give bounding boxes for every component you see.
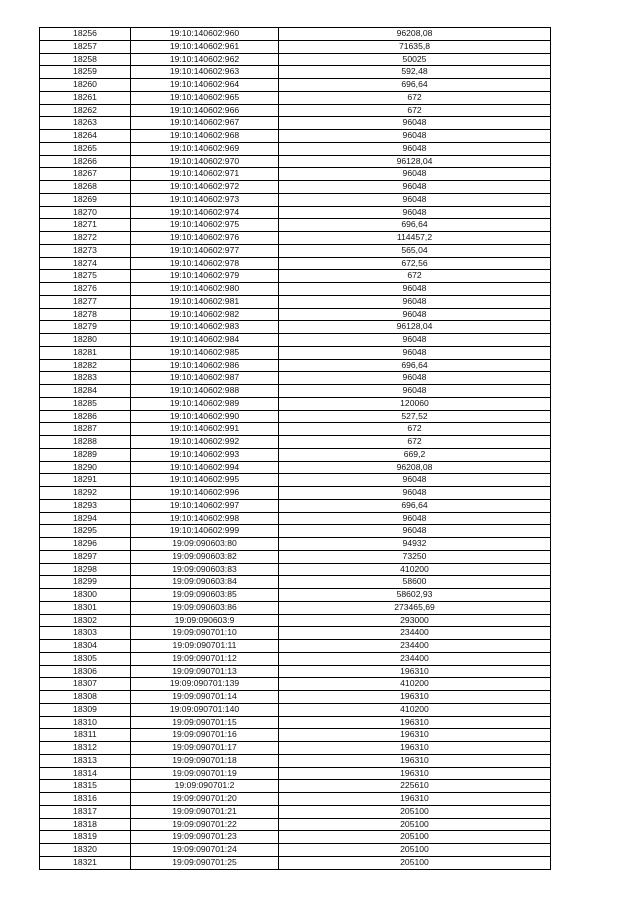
value-cell: 234400 (279, 640, 551, 653)
table-row (40, 53, 551, 66)
cadastral-number-cell: 19:10:140602:985 (131, 346, 279, 359)
table-body (40, 28, 551, 870)
row-number-cell: 18303 (40, 627, 131, 640)
row-number-cell: 18311 (40, 729, 131, 742)
table-row (40, 512, 551, 525)
row-number-cell: 18318 (40, 818, 131, 831)
value-cell: 196310 (279, 742, 551, 755)
value-cell: 58602,93 (279, 589, 551, 602)
cadastral-number-cell: 19:10:140602:970 (131, 155, 279, 168)
cadastral-number-cell: 19:10:140602:995 (131, 474, 279, 487)
table-row (40, 270, 551, 283)
row-number-cell: 18269 (40, 193, 131, 206)
row-number-cell: 18264 (40, 130, 131, 143)
value-cell: 96048 (279, 295, 551, 308)
value-cell: 96128,04 (279, 155, 551, 168)
table-row (40, 589, 551, 602)
table-row (40, 193, 551, 206)
row-number-cell: 18287 (40, 423, 131, 436)
cadastral-number-cell: 19:09:090701:11 (131, 640, 279, 653)
value-cell: 96048 (279, 372, 551, 385)
value-cell: 696,64 (279, 359, 551, 372)
value-cell: 96048 (279, 487, 551, 500)
value-cell: 71635,8 (279, 40, 551, 53)
value-cell: 205100 (279, 831, 551, 844)
cadastral-number-cell: 19:10:140602:975 (131, 219, 279, 232)
cadastral-number-cell: 19:10:140602:996 (131, 487, 279, 500)
value-cell: 672 (279, 91, 551, 104)
value-cell: 196310 (279, 767, 551, 780)
value-cell: 96128,04 (279, 321, 551, 334)
row-number-cell: 18308 (40, 691, 131, 704)
table-row (40, 767, 551, 780)
table-row (40, 665, 551, 678)
value-cell: 196310 (279, 754, 551, 767)
cadastral-number-cell: 19:10:140602:976 (131, 232, 279, 245)
row-number-cell: 18316 (40, 793, 131, 806)
cadastral-number-cell: 19:10:140602:960 (131, 28, 279, 41)
row-number-cell: 18312 (40, 742, 131, 755)
value-cell: 293000 (279, 614, 551, 627)
row-number-cell: 18284 (40, 385, 131, 398)
table-row (40, 410, 551, 423)
value-cell: 96048 (279, 142, 551, 155)
value-cell: 273465,69 (279, 601, 551, 614)
value-cell: 96048 (279, 474, 551, 487)
value-cell: 410200 (279, 678, 551, 691)
cadastral-number-cell: 19:10:140602:999 (131, 525, 279, 538)
value-cell: 696,64 (279, 219, 551, 232)
row-number-cell: 18258 (40, 53, 131, 66)
table-row (40, 805, 551, 818)
value-cell: 96048 (279, 206, 551, 219)
table-row (40, 716, 551, 729)
row-number-cell: 18270 (40, 206, 131, 219)
table-row (40, 818, 551, 831)
table-row (40, 640, 551, 653)
cadastral-number-cell: 19:10:140602:990 (131, 410, 279, 423)
value-cell: 96208,08 (279, 28, 551, 41)
value-cell: 96048 (279, 193, 551, 206)
row-number-cell: 18256 (40, 28, 131, 41)
value-cell: 196310 (279, 691, 551, 704)
cadastral-number-cell: 19:10:140602:998 (131, 512, 279, 525)
cadastral-number-cell: 19:10:140602:965 (131, 91, 279, 104)
table-row (40, 155, 551, 168)
value-cell: 120060 (279, 397, 551, 410)
cadastral-number-cell: 19:10:140602:973 (131, 193, 279, 206)
row-number-cell: 18262 (40, 104, 131, 117)
value-cell: 672,56 (279, 257, 551, 270)
row-number-cell: 18295 (40, 525, 131, 538)
cadastral-number-cell: 19:10:140602:992 (131, 436, 279, 449)
row-number-cell: 18297 (40, 550, 131, 563)
value-cell: 234400 (279, 652, 551, 665)
cadastral-number-cell: 19:09:090701:15 (131, 716, 279, 729)
table-row (40, 308, 551, 321)
row-number-cell: 18294 (40, 512, 131, 525)
row-number-cell: 18266 (40, 155, 131, 168)
row-number-cell: 18321 (40, 856, 131, 869)
table-row (40, 168, 551, 181)
row-number-cell: 18314 (40, 767, 131, 780)
row-number-cell: 18265 (40, 142, 131, 155)
row-number-cell: 18289 (40, 448, 131, 461)
cadastral-number-cell: 19:10:140602:962 (131, 53, 279, 66)
cadastral-number-cell: 19:10:140602:994 (131, 461, 279, 474)
table-row (40, 40, 551, 53)
table-row (40, 321, 551, 334)
cadastral-number-cell: 19:10:140602:989 (131, 397, 279, 410)
row-number-cell: 18300 (40, 589, 131, 602)
table-row (40, 91, 551, 104)
cadastral-number-cell: 19:09:090701:20 (131, 793, 279, 806)
table-row (40, 104, 551, 117)
table-row (40, 780, 551, 793)
row-number-cell: 18259 (40, 66, 131, 79)
cadastral-number-cell: 19:10:140602:971 (131, 168, 279, 181)
table-row (40, 793, 551, 806)
cadastral-number-cell: 19:09:090603:80 (131, 538, 279, 551)
cadastral-number-cell: 19:10:140602:966 (131, 104, 279, 117)
row-number-cell: 18293 (40, 499, 131, 512)
row-number-cell: 18304 (40, 640, 131, 653)
cadastral-number-cell: 19:10:140602:967 (131, 117, 279, 130)
row-number-cell: 18285 (40, 397, 131, 410)
cadastral-number-cell: 19:10:140602:968 (131, 130, 279, 143)
row-number-cell: 18267 (40, 168, 131, 181)
cadastral-number-cell: 19:09:090603:86 (131, 601, 279, 614)
value-cell: 96048 (279, 512, 551, 525)
cadastral-number-cell: 19:09:090603:84 (131, 576, 279, 589)
table-row (40, 359, 551, 372)
value-cell: 205100 (279, 805, 551, 818)
row-number-cell: 18268 (40, 181, 131, 194)
table-row (40, 831, 551, 844)
row-number-cell: 18278 (40, 308, 131, 321)
table-row (40, 423, 551, 436)
row-number-cell: 18301 (40, 601, 131, 614)
cadastral-number-cell: 19:09:090701:13 (131, 665, 279, 678)
row-number-cell: 18306 (40, 665, 131, 678)
cadastral-number-cell: 19:10:140602:981 (131, 295, 279, 308)
value-cell: 94932 (279, 538, 551, 551)
table-row (40, 244, 551, 257)
table-row (40, 448, 551, 461)
table-row (40, 627, 551, 640)
value-cell: 205100 (279, 818, 551, 831)
cadastral-number-cell: 19:10:140602:963 (131, 66, 279, 79)
value-cell: 96048 (279, 283, 551, 296)
row-number-cell: 18277 (40, 295, 131, 308)
value-cell: 96048 (279, 525, 551, 538)
cadastral-number-cell: 19:10:140602:961 (131, 40, 279, 53)
value-cell: 196310 (279, 716, 551, 729)
cadastral-number-cell: 19:09:090701:140 (131, 703, 279, 716)
table-row (40, 576, 551, 589)
cadastral-number-cell: 19:09:090701:22 (131, 818, 279, 831)
value-cell: 205100 (279, 844, 551, 857)
row-number-cell: 18319 (40, 831, 131, 844)
table-row (40, 691, 551, 704)
row-number-cell: 18313 (40, 754, 131, 767)
value-cell: 96048 (279, 385, 551, 398)
cadastral-number-cell: 19:09:090701:25 (131, 856, 279, 869)
table-row (40, 295, 551, 308)
row-number-cell: 18307 (40, 678, 131, 691)
table-row (40, 754, 551, 767)
row-number-cell: 18281 (40, 346, 131, 359)
value-cell: 672 (279, 436, 551, 449)
cadastral-number-cell: 19:09:090603:83 (131, 563, 279, 576)
row-number-cell: 18298 (40, 563, 131, 576)
table-row (40, 461, 551, 474)
value-cell: 73250 (279, 550, 551, 563)
cadastral-number-cell: 19:09:090603:9 (131, 614, 279, 627)
table-row (40, 703, 551, 716)
value-cell: 96208,08 (279, 461, 551, 474)
value-cell: 410200 (279, 703, 551, 716)
cadastral-number-cell: 19:09:090701:24 (131, 844, 279, 857)
table-row (40, 614, 551, 627)
row-number-cell: 18263 (40, 117, 131, 130)
cadastral-number-cell: 19:10:140602:993 (131, 448, 279, 461)
value-cell: 96048 (279, 117, 551, 130)
cadastral-number-cell: 19:10:140602:986 (131, 359, 279, 372)
table-row (40, 601, 551, 614)
value-cell: 565,04 (279, 244, 551, 257)
value-cell: 196310 (279, 729, 551, 742)
table-row (40, 385, 551, 398)
table-row (40, 28, 551, 41)
cadastral-number-cell: 19:10:140602:991 (131, 423, 279, 436)
table-row (40, 856, 551, 869)
row-number-cell: 18282 (40, 359, 131, 372)
cadastral-number-cell: 19:10:140602:978 (131, 257, 279, 270)
cadastral-number-cell: 19:10:140602:969 (131, 142, 279, 155)
cadastral-number-cell: 19:10:140602:984 (131, 334, 279, 347)
table-row (40, 652, 551, 665)
table-row (40, 334, 551, 347)
row-number-cell: 18272 (40, 232, 131, 245)
table-row (40, 232, 551, 245)
row-number-cell: 18320 (40, 844, 131, 857)
row-number-cell: 18273 (40, 244, 131, 257)
cadastral-number-cell: 19:09:090603:85 (131, 589, 279, 602)
cadastral-number-cell: 19:10:140602:988 (131, 385, 279, 398)
table-row (40, 346, 551, 359)
value-cell: 96048 (279, 181, 551, 194)
table-row (40, 219, 551, 232)
row-number-cell: 18296 (40, 538, 131, 551)
row-number-cell: 18261 (40, 91, 131, 104)
table-row (40, 525, 551, 538)
table-row (40, 79, 551, 92)
row-number-cell: 18271 (40, 219, 131, 232)
cadastral-number-cell: 19:10:140602:979 (131, 270, 279, 283)
table-row (40, 499, 551, 512)
cadastral-number-cell: 19:10:140602:972 (131, 181, 279, 194)
cadastral-number-cell: 19:09:090701:10 (131, 627, 279, 640)
cadastral-number-cell: 19:10:140602:987 (131, 372, 279, 385)
value-cell: 96048 (279, 308, 551, 321)
row-number-cell: 18302 (40, 614, 131, 627)
table-row (40, 130, 551, 143)
value-cell: 196310 (279, 793, 551, 806)
table-row (40, 487, 551, 500)
table-row (40, 142, 551, 155)
row-number-cell: 18260 (40, 79, 131, 92)
table-row (40, 283, 551, 296)
cadastral-number-cell: 19:09:090701:19 (131, 767, 279, 780)
cadastral-number-cell: 19:10:140602:974 (131, 206, 279, 219)
value-cell: 672 (279, 270, 551, 283)
table-row (40, 538, 551, 551)
cadastral-number-cell: 19:10:140602:964 (131, 79, 279, 92)
table-row (40, 563, 551, 576)
value-cell: 225610 (279, 780, 551, 793)
value-cell: 696,64 (279, 499, 551, 512)
row-number-cell: 18309 (40, 703, 131, 716)
cadastral-number-cell: 19:10:140602:983 (131, 321, 279, 334)
value-cell: 96048 (279, 168, 551, 181)
data-table (39, 27, 551, 870)
value-cell: 527,52 (279, 410, 551, 423)
value-cell: 410200 (279, 563, 551, 576)
row-number-cell: 18286 (40, 410, 131, 423)
table-row (40, 550, 551, 563)
value-cell: 669,2 (279, 448, 551, 461)
value-cell: 672 (279, 104, 551, 117)
table-row (40, 844, 551, 857)
cadastral-number-cell: 19:09:090701:12 (131, 652, 279, 665)
cadastral-number-cell: 19:10:140602:977 (131, 244, 279, 257)
row-number-cell: 18290 (40, 461, 131, 474)
data-sheet (39, 27, 551, 870)
value-cell: 672 (279, 423, 551, 436)
cadastral-number-cell: 19:09:090701:2 (131, 780, 279, 793)
row-number-cell: 18310 (40, 716, 131, 729)
cadastral-number-cell: 19:09:090603:82 (131, 550, 279, 563)
table-row (40, 678, 551, 691)
row-number-cell: 18288 (40, 436, 131, 449)
value-cell: 196310 (279, 665, 551, 678)
value-cell: 696,64 (279, 79, 551, 92)
cadastral-number-cell: 19:09:090701:16 (131, 729, 279, 742)
cadastral-number-cell: 19:10:140602:997 (131, 499, 279, 512)
table-row (40, 474, 551, 487)
value-cell: 50025 (279, 53, 551, 66)
row-number-cell: 18305 (40, 652, 131, 665)
cadastral-number-cell: 19:09:090701:23 (131, 831, 279, 844)
row-number-cell: 18280 (40, 334, 131, 347)
value-cell: 96048 (279, 130, 551, 143)
cadastral-number-cell: 19:09:090701:139 (131, 678, 279, 691)
row-number-cell: 18279 (40, 321, 131, 334)
table-row (40, 206, 551, 219)
value-cell: 58600 (279, 576, 551, 589)
value-cell: 114457,2 (279, 232, 551, 245)
row-number-cell: 18275 (40, 270, 131, 283)
row-number-cell: 18257 (40, 40, 131, 53)
cadastral-number-cell: 19:10:140602:980 (131, 283, 279, 296)
cadastral-number-cell: 19:09:090701:14 (131, 691, 279, 704)
table-row (40, 742, 551, 755)
cadastral-number-cell: 19:09:090701:17 (131, 742, 279, 755)
cadastral-number-cell: 19:09:090701:21 (131, 805, 279, 818)
row-number-cell: 18283 (40, 372, 131, 385)
cadastral-number-cell: 19:09:090701:18 (131, 754, 279, 767)
row-number-cell: 18299 (40, 576, 131, 589)
row-number-cell: 18317 (40, 805, 131, 818)
row-number-cell: 18276 (40, 283, 131, 296)
cadastral-number-cell: 19:10:140602:982 (131, 308, 279, 321)
table-row (40, 729, 551, 742)
value-cell: 592,48 (279, 66, 551, 79)
value-cell: 96048 (279, 346, 551, 359)
table-row (40, 181, 551, 194)
row-number-cell: 18274 (40, 257, 131, 270)
table-row (40, 436, 551, 449)
row-number-cell: 18315 (40, 780, 131, 793)
table-row (40, 372, 551, 385)
row-number-cell: 18291 (40, 474, 131, 487)
table-row (40, 397, 551, 410)
table-row (40, 66, 551, 79)
value-cell: 205100 (279, 856, 551, 869)
value-cell: 96048 (279, 334, 551, 347)
table-row (40, 117, 551, 130)
row-number-cell: 18292 (40, 487, 131, 500)
value-cell: 234400 (279, 627, 551, 640)
table-row (40, 257, 551, 270)
